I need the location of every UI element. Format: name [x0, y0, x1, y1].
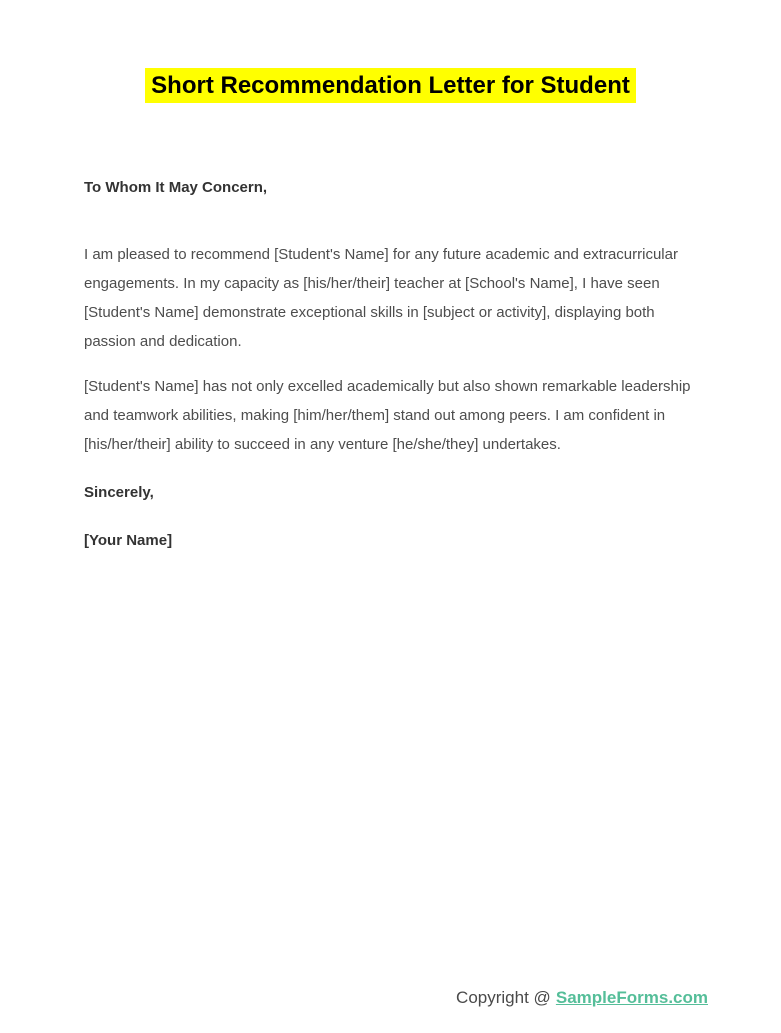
letter-salutation: To Whom It May Concern, [84, 179, 268, 196]
letter-paragraph-1: I am pleased to recommend [Student's Name] for any future academic and extracurricular engagements. In my capacity as [his/her/their] teacher at [School's Name], I have seen [Student's Name] demonstrate exceptional skills in [subject or activity], displaying both passion and dedication. [84, 246, 678, 350]
letter-paragraph-2: [Student's Name] has not only excelled academically but also shown remarkable leadership and teamwork abilities, making [him/her/them] stand out among peers. I am confident in [his/her/their] ability to succeed in any venture [he/she/they] undertakes. [84, 378, 691, 453]
page-title: Short Recommendation Letter for Student [145, 68, 636, 103]
letter-signature-placeholder: [Your Name] [84, 532, 173, 549]
sampleforms-link[interactable]: SampleForms.com [555, 988, 708, 1007]
letter-closing: Sincerely, [84, 484, 154, 501]
document-title-row [0, 68, 781, 103]
footer-copyright [456, 987, 708, 1009]
copyright-text: Copyright @ [456, 988, 551, 1007]
